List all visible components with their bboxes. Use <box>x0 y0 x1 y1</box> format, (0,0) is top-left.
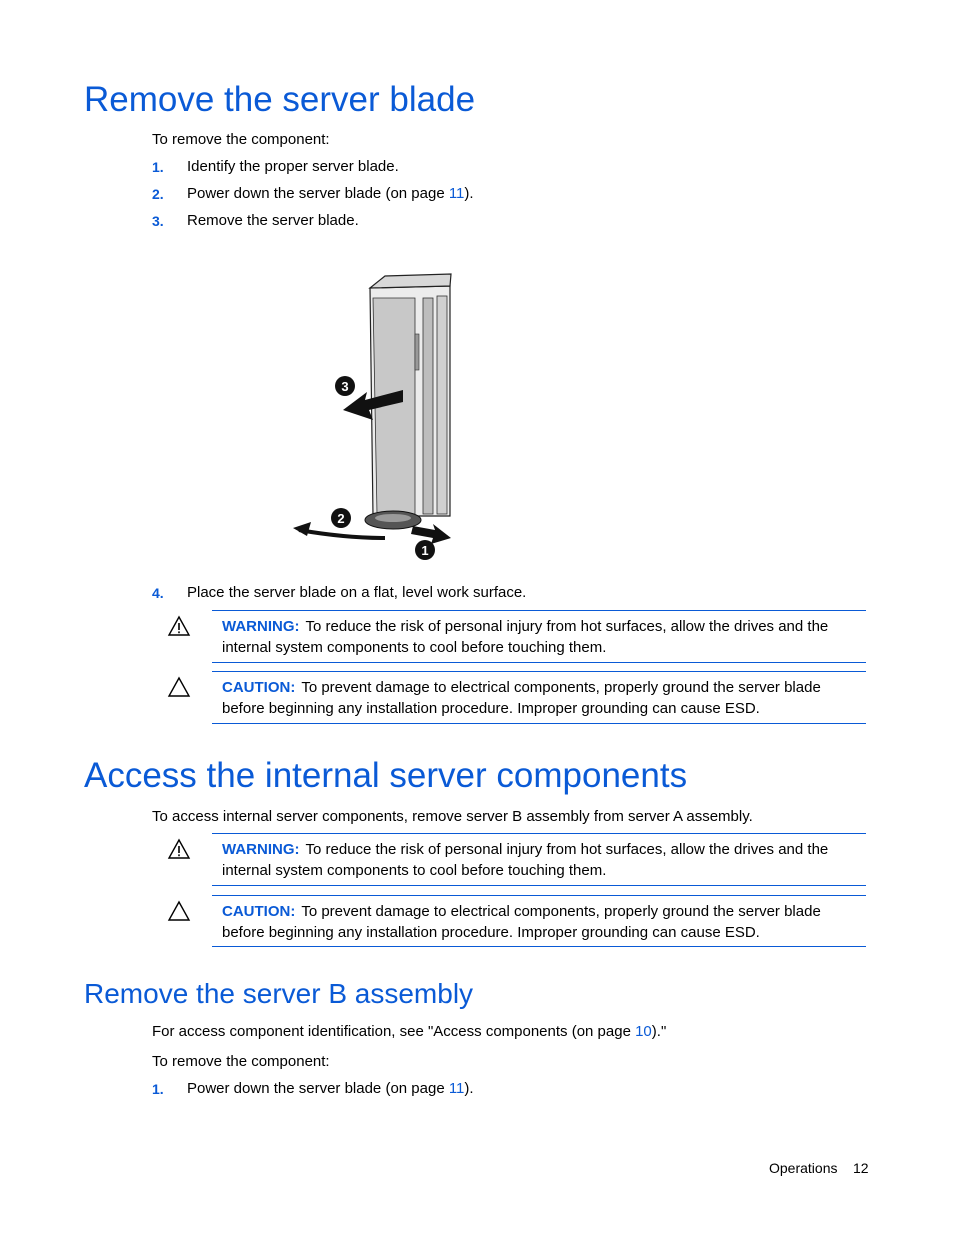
footer-section: Operations <box>769 1160 838 1176</box>
caution-text: To prevent damage to electrical components, properly ground the server blade before beginning any installation procedure. Improper grounding can cause ESD. <box>222 903 821 941</box>
step-number: 2. <box>152 186 164 202</box>
caution-label: CAUTION: <box>222 679 296 696</box>
step-number: 4. <box>152 585 164 601</box>
warning-icon <box>167 838 191 860</box>
warning-icon <box>167 615 191 637</box>
caution-icon <box>167 676 191 698</box>
warning-label: WARNING: <box>222 618 300 635</box>
callout-2-label: 2 <box>337 511 345 526</box>
step-text: Place the server blade on a flat, level work surface. <box>187 584 527 601</box>
page-title: Remove the server blade <box>84 80 476 119</box>
warning-text: To reduce the risk of personal injury from hot surfaces, allow the drives and the internal system components to cool before touching them. <box>222 618 829 656</box>
page-link[interactable]: 11 <box>448 1080 465 1097</box>
intro-text: To remove the component: <box>152 131 330 148</box>
caution-label: CAUTION: <box>222 903 296 920</box>
step-text: Power down the server blade (on page 11). <box>187 1080 474 1097</box>
warning-note <box>212 610 866 663</box>
warning-text: To reduce the risk of personal injury from hot surfaces, allow the drives and the internal system components to cool before touching them. <box>222 841 829 879</box>
step-text: Remove the server blade. <box>187 212 359 229</box>
intro-text: For access component identification, see "Access components (on page 10)." <box>152 1023 667 1040</box>
footer-page-number: 12 <box>853 1160 869 1176</box>
subsection-title: Remove the server B assembly <box>84 978 474 1009</box>
caution-text: To prevent damage to electrical components, properly ground the server blade before beginning any installation procedure. Improper grounding can cause ESD. <box>222 679 821 717</box>
intro-text: To access internal server components, remove server B assembly from server A assembly. <box>152 808 753 825</box>
warning-label: WARNING: <box>222 841 300 858</box>
step-number: 1. <box>152 1081 164 1097</box>
section-title: Access the internal server components <box>84 756 688 795</box>
page-link[interactable]: 10 <box>635 1023 652 1040</box>
step-text: Identify the proper server blade. <box>187 158 399 175</box>
step-number: 3. <box>152 213 164 229</box>
server-blade-figure <box>285 268 465 568</box>
intro-text: To remove the component: <box>152 1053 330 1070</box>
step-text: Power down the server blade (on page 11). <box>187 185 474 202</box>
caution-note <box>212 895 866 947</box>
callout-3-label: 3 <box>341 379 349 394</box>
caution-note <box>212 671 866 724</box>
caution-icon <box>167 900 191 922</box>
warning-note <box>212 833 866 886</box>
page-link[interactable]: 11 <box>448 185 465 202</box>
callout-1-label: 1 <box>421 543 429 558</box>
step-number: 1. <box>152 159 164 175</box>
